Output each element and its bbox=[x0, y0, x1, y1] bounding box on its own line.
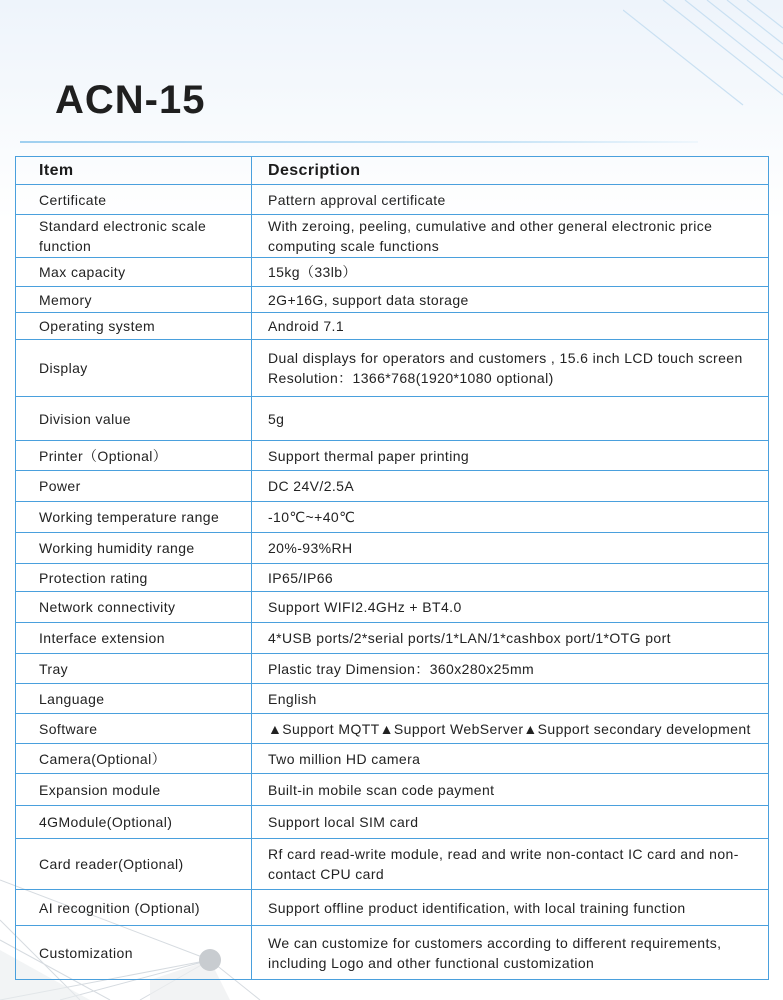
description-cell: Pattern approval certificate bbox=[252, 185, 769, 215]
description-cell: Plastic tray Dimension：360x280x25mm bbox=[252, 654, 769, 684]
description-cell: We can customize for customers according to different requirements, including Logo and other functional customization bbox=[252, 926, 769, 980]
table-row bbox=[16, 623, 769, 654]
description-cell: ▲Support MQTT▲Support WebServer▲Support secondary development bbox=[252, 714, 769, 744]
description-cell: Built-in mobile scan code payment bbox=[252, 774, 769, 806]
table-row bbox=[16, 215, 769, 258]
item-cell: Display bbox=[16, 340, 252, 397]
item-cell: Working humidity range bbox=[16, 533, 252, 564]
table-row bbox=[16, 313, 769, 340]
column-header-item: Item bbox=[16, 157, 252, 185]
table-row bbox=[16, 564, 769, 592]
decorative-diagonal-lines bbox=[623, 0, 783, 110]
table-row bbox=[16, 502, 769, 533]
description-line: Resolution：1366*768(1920*1080 optional) bbox=[268, 370, 554, 386]
table-header-row bbox=[16, 157, 769, 185]
item-cell: Operating system bbox=[16, 313, 252, 340]
spec-table bbox=[15, 156, 769, 980]
description-cell: Support offline product identification, with local training function bbox=[252, 890, 769, 926]
description-cell: 5g bbox=[252, 397, 769, 441]
item-cell: Language bbox=[16, 684, 252, 714]
table-row bbox=[16, 592, 769, 623]
item-cell: Standard electronic scale function bbox=[16, 215, 252, 258]
table-row bbox=[16, 185, 769, 215]
item-cell: Division value bbox=[16, 397, 252, 441]
description-cell: Support local SIM card bbox=[252, 806, 769, 839]
item-cell: Memory bbox=[16, 287, 252, 313]
table-row bbox=[16, 441, 769, 471]
table-row bbox=[16, 258, 769, 287]
table-row bbox=[16, 890, 769, 926]
page-title: ACN-15 bbox=[55, 78, 206, 122]
item-cell: Tray bbox=[16, 654, 252, 684]
item-cell: Max capacity bbox=[16, 258, 252, 287]
item-cell: AI recognition (Optional) bbox=[16, 890, 252, 926]
description-line: Dual displays for operators and customers , 15.6 inch LCD touch screen bbox=[268, 350, 743, 366]
item-cell: Certificate bbox=[16, 185, 252, 215]
description-cell: Two million HD camera bbox=[252, 744, 769, 774]
item-cell: Camera(Optional） bbox=[16, 744, 252, 774]
description-cell: IP65/IP66 bbox=[252, 564, 769, 592]
title-divider bbox=[20, 141, 698, 143]
item-cell: Interface extension bbox=[16, 623, 252, 654]
item-cell: Customization bbox=[16, 926, 252, 980]
item-cell: Network connectivity bbox=[16, 592, 252, 623]
description-cell: Rf card read-write module, read and write non-contact IC card and non-contact CPU card bbox=[252, 839, 769, 890]
table-row bbox=[16, 926, 769, 980]
item-cell: Working temperature range bbox=[16, 502, 252, 533]
description-cell: 2G+16G, support data storage bbox=[252, 287, 769, 313]
description-cell: Support thermal paper printing bbox=[252, 441, 769, 471]
item-cell: Software bbox=[16, 714, 252, 744]
item-cell: Printer（Optional） bbox=[16, 441, 252, 471]
description-cell: Support WIFI2.4GHz + BT4.0 bbox=[252, 592, 769, 623]
description-cell: With zeroing, peeling, cumulative and other general electronic price computing scale functions bbox=[252, 215, 769, 258]
table-row bbox=[16, 839, 769, 890]
column-header-description: Description bbox=[252, 157, 769, 185]
table-row bbox=[16, 340, 769, 397]
item-cell: 4GModule(Optional) bbox=[16, 806, 252, 839]
item-cell: Expansion module bbox=[16, 774, 252, 806]
table-row bbox=[16, 744, 769, 774]
table-row bbox=[16, 774, 769, 806]
table-row bbox=[16, 287, 769, 313]
description-cell: Android 7.1 bbox=[252, 313, 769, 340]
description-cell: -10℃~+40℃ bbox=[252, 502, 769, 533]
table-row bbox=[16, 714, 769, 744]
description-cell: DC 24V/2.5A bbox=[252, 471, 769, 502]
description-cell: English bbox=[252, 684, 769, 714]
description-cell bbox=[252, 340, 769, 397]
item-cell: Power bbox=[16, 471, 252, 502]
table-row bbox=[16, 471, 769, 502]
table-row bbox=[16, 806, 769, 839]
table-row bbox=[16, 654, 769, 684]
item-cell: Card reader(Optional) bbox=[16, 839, 252, 890]
table-row bbox=[16, 397, 769, 441]
table-row bbox=[16, 533, 769, 564]
description-cell: 15kg（33lb） bbox=[252, 258, 769, 287]
description-cell: 4*USB ports/2*serial ports/1*LAN/1*cashbox port/1*OTG port bbox=[252, 623, 769, 654]
item-cell: Protection rating bbox=[16, 564, 252, 592]
table-row bbox=[16, 684, 769, 714]
description-cell: 20%-93%RH bbox=[252, 533, 769, 564]
